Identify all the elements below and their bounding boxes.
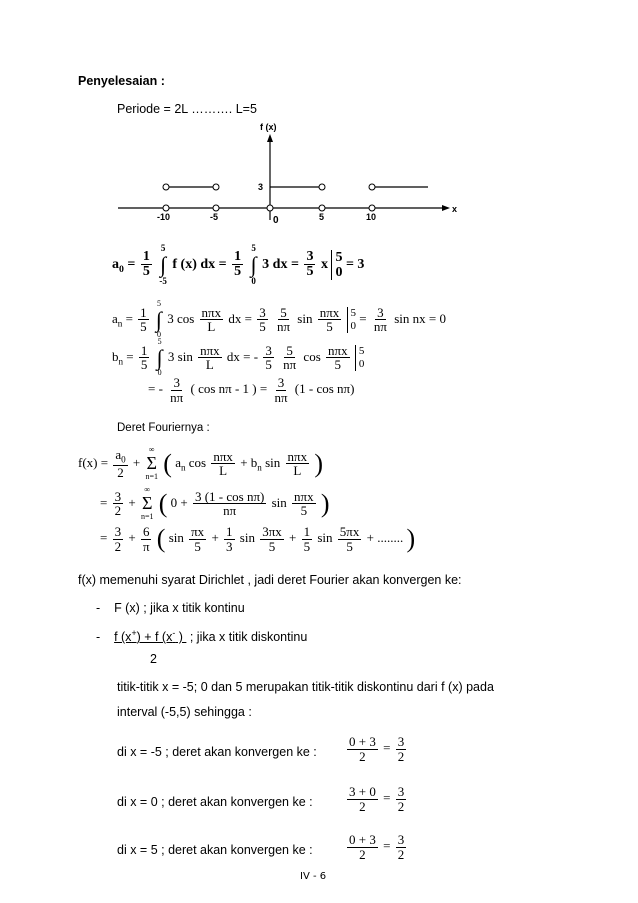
converge-row-3-text: di x = 5 ; deret akan konvergen ke : [117,843,313,857]
discontinuity-line-1: titik-titik x = -5; 0 dan 5 merupakan titik-titik diskontinu dari f (x) pada [117,680,494,694]
series-line-1: f(x) = $\frac{a_0}{2}$ + ∞ Σ n=1 ( $a_n$ cos $\frac{\text{nπx}}{L}$ + $b_n$ sin $\frac{\text{nπx}}{L}$ ) [78,445,323,482]
bn-equation: $b_n$ = $\frac{1}{5}$ 5 ∫ 0 3 sin $\frac{\text{nπx}}{L}$ dx = - $\frac{3}{5}$ $\frac{5}{n\pi}$ cos $\frac{\text{nπx}}{5}$ 5 0 [112,337,365,378]
open-point [369,184,375,190]
step-function-graph [110,120,460,225]
bn-equation-line2: = - $\frac{3}{n\pi}$ ( cos nπ - 1 ) = $\frac{3}{n\pi}$ (1 - cos nπ) [148,375,355,405]
an-equation: $a_n$ = $\frac{1}{5}$ 5 ∫ 0 3 cos $\frac{\text{nπx}}{L}$ dx = $\frac{3}{5}$ $\frac{5}{n\pi}$ sin $\frac{\text{nπx}}{5}$ 5 0 = $\frac{3}{n\pi}$ sin nx = 0 [112,299,446,340]
converge-row-1-value: $\frac{0 + 3}{2}$ = $\frac{3}{2}$ [349,734,405,764]
discontinuity-line-2: interval (-5,5) sehingga : [117,705,252,719]
bullet-continuous: - F (x) ; jika x titik kontinu [96,601,245,615]
y-axis-arrow-icon [267,134,273,142]
dirichlet-statement: f(x) memenuhi syarat Dirichlet , jadi deret Fourier akan konvergen ke: [78,573,462,587]
tick-label: -10 [157,212,171,222]
page-number: IV - 6 [300,871,327,882]
converge-row-2-text: di x = 0 ; deret akan konvergen ke : [117,795,313,809]
open-point [213,205,219,211]
x-axis-label: x [452,204,458,214]
section-heading: Penyelesaian : [78,74,165,88]
converge-row-2-value: $\frac{3 + 0}{2}$ = $\frac{3}{2}$ [349,784,405,814]
open-point [163,205,169,211]
open-point [319,184,325,190]
fourier-series-label: Deret Fouriernya : [117,422,210,434]
series-line-3: = $\frac{3}{2}$ + $\frac{6}{\pi}$ ( sin $\frac{\pi x}{5}$ + $\frac{1}{3}$ sin $\frac{3\pi x}{5}$ + $\frac{1}{5}$ sin $\frac{5\pi x}{5}$ + ........ ) [100,523,416,554]
converge-row-3-value: $\frac{0 + 3}{2}$ = $\frac{3}{2}$ [349,832,405,862]
value-label: 3 [258,182,264,192]
a0-equation: $a_0$ = $\frac{1}{5}$ 5 ∫ -5 f (x) dx = $\frac{1}{5}$ 5 ∫ 0 3 dx = $\frac{3}{5}$ x 5 0 = 3 [112,243,365,286]
tick-label: 10 [366,212,377,222]
converge-row-1-text: di x = -5 ; deret akan konvergen ke : [117,745,317,759]
open-point [319,205,325,211]
y-axis-label: f (x) [260,122,277,132]
x-axis-arrow-icon [442,205,450,211]
tick-label: 0 [273,215,279,225]
tick-label: -5 [210,212,219,222]
period-line: Periode = 2L ………. L=5 [117,102,257,116]
series-line-2: = $\frac{3}{2}$ + ∞ Σ n=1 ( 0 + $\frac{\text{3 (1 - cos nπ)}}{n\pi}$ sin $\frac{\text{nπx}}{5}$ ) [100,485,330,522]
bullet-discontinuous: - f (x+) + f (x- ) ; jika x titik diskontinu [96,628,308,645]
open-point [213,184,219,190]
tick-label: 5 [319,212,325,222]
bullet-denominator: 2 [150,652,157,666]
open-point [267,205,273,211]
open-point [163,184,169,190]
open-point [369,205,375,211]
